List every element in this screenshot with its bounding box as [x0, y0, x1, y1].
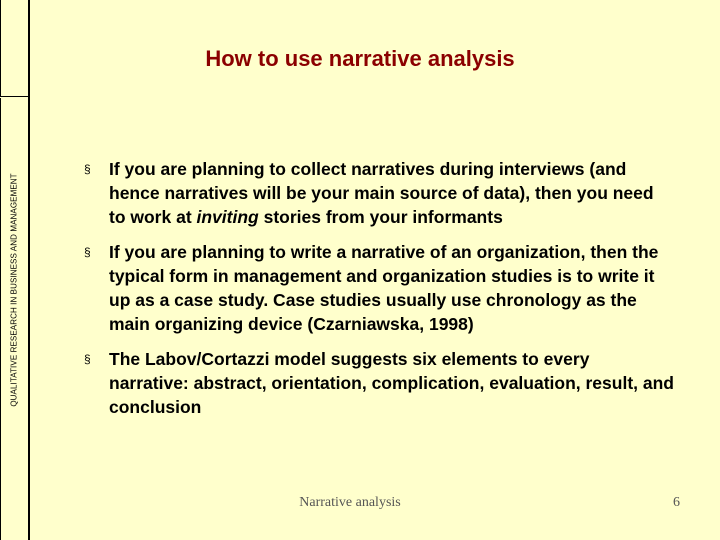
page-number: 6 — [673, 495, 680, 510]
bullet-list — [84, 157, 674, 430]
bullet-marker-icon: § — [84, 245, 91, 259]
sidebar-vertical-title: QUALITATIVE RESEARCH IN BUSINESS AND MANAGEMENT — [9, 173, 19, 407]
bullet-item — [84, 157, 674, 229]
bullet-marker-icon: § — [84, 162, 91, 176]
sidebar-divider-top — [0, 0, 1, 96]
sidebar-divider-bottom — [0, 98, 1, 540]
bullet-item — [84, 240, 674, 336]
slide-title: How to use narrative analysis — [205, 46, 515, 71]
bullet-emphasis: inviting — [196, 207, 259, 227]
bullet-text-start: If you are planning to collect narratives during interviews (and hence narratives will be your main source of data), then you need to work at — [109, 159, 654, 227]
bullet-marker-icon: § — [84, 352, 91, 366]
bullet-text-end: stories from your informants — [258, 207, 503, 227]
bullet-text: The Labov/Cortazzi model suggests six elements to every narrative: abstract, orientation, complication, evaluation, result, and conclusion — [109, 349, 674, 417]
bullet-text: If you are planning to write a narrative of an organization, then the typical form in management and organization studies is to write it up as a case study. Case studies usually use chronology as the main organizing device (Czarniawska, 1998) — [109, 242, 659, 334]
bullet-item — [84, 347, 674, 419]
sidebar-band — [0, 0, 30, 540]
sidebar-horizontal-rule — [0, 96, 30, 97]
footer-text: Narrative analysis — [299, 495, 401, 510]
